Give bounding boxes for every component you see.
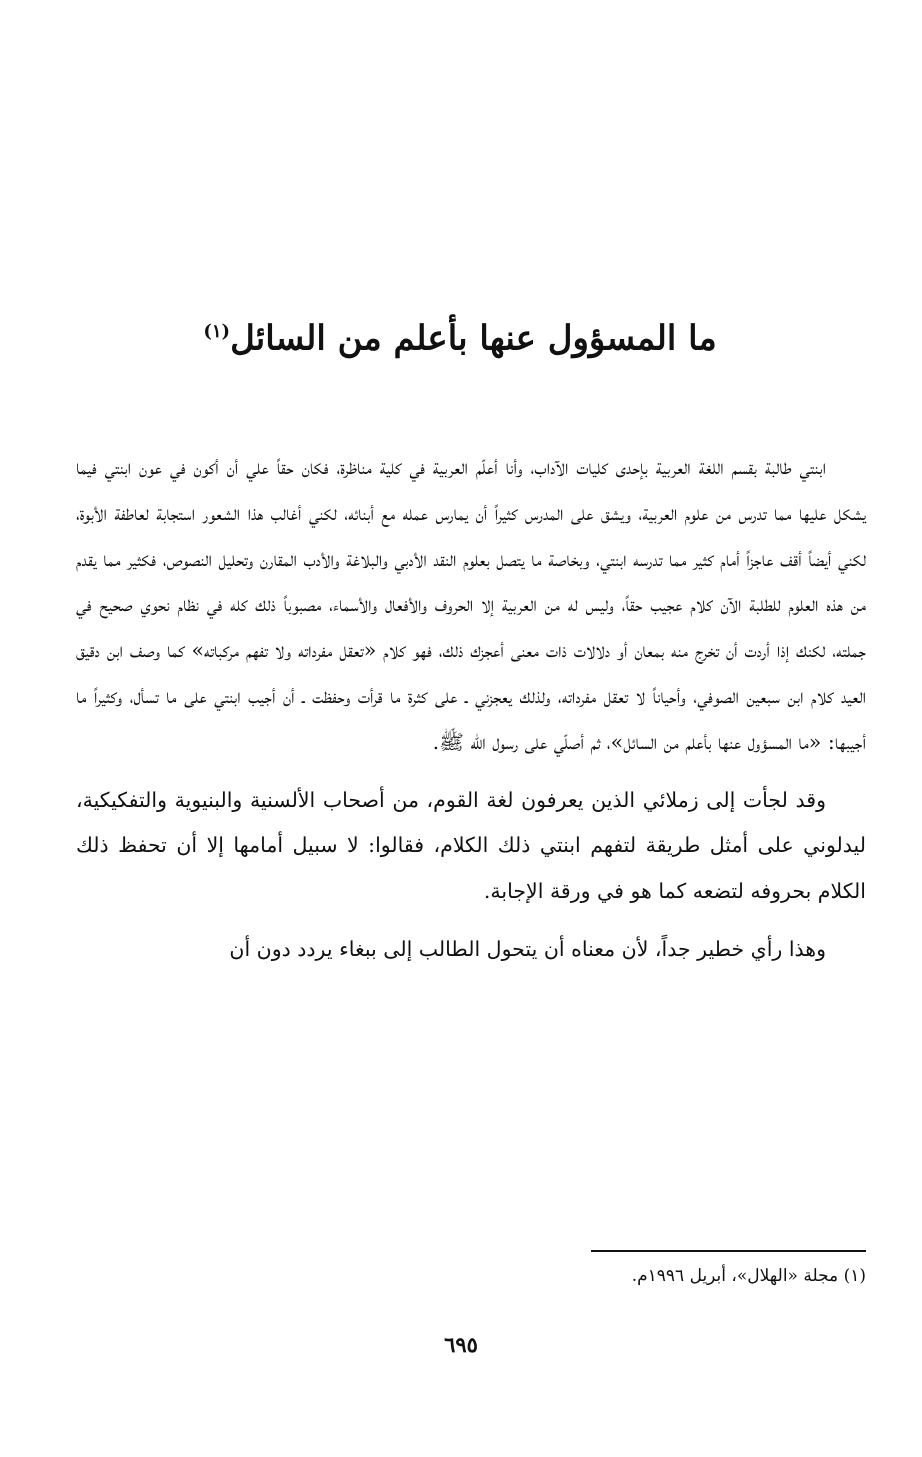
paragraph-3: وهذا رأي خطير جداً، لأن معناه أن يتحول الطالب إلى ببغاء يردد دون أن [229, 936, 826, 961]
footnote-separator [591, 1250, 866, 1252]
page-number: ٦٩٥ [444, 1332, 478, 1357]
paragraph-2: وقد لجأت إلى زملائي الذين يعرفون لغة القوم، من أصحاب الألسنية والبنيوية والتفكيكية، ليدلوني على أمثل طريقة لتفهم ابنتي ذلك الكلام، فقالوا: لا سبيل أمامها إلا أن تحفظ ذلك الكلام بحروفه لتضعه كما هو في ورقة الإجابة. [76, 787, 866, 904]
footnote: (١) مجلة «الهلال»، أبريل ١٩٩٦م. [631, 1266, 866, 1286]
title-footnote-reference: (١) [203, 321, 231, 342]
article-title-text: ما المسؤول عنها بأعلم من السائل [230, 318, 717, 359]
paragraph-1: ابنتي طالبة بقسم اللغة العربية بإحدى كليات الآداب، وأنا أعلّم العربية في كلية مناظرة، فكان حقاً علي أن أكون في عون ابنتي فيما يشكل عليها مما تدرس من علوم العربية، ويشق على المدرس كثيراً أن يمارس عمله مع أبنائه، لكني أغالب هذا الشعور استجابة لعاطفة الأبوة، لكني أيضاً أقف عاجزاً أمام كثير مما تدرسه ابنتي، وبخاصة ما يتصل بعلوم النقد الأدبي والبلاغة والأدب المقارن وتحليل النصوص، فكثير مما يقدم من هذه العلوم للطلبة الآن كلام عجيب حقاً، وليس له من العربية إلا الحروف والأفعال والأسماء، مصبوباً ذلك كله في نظام نحوي صحيح في جملته، لكنك إذا أردت أن تخرج منه بمعان أو دلالات ذات معنى أعجزك ذلك، فهو كلام «تعقل مفرداته ولا تفهم مركباته» كما وصف ابن دقيق العيد كلام ابن سبعين الصوفي، وأحياناً لا تعقل مفرداته، ولذلك يعجزني ـ على كثرة ما قرأت وحفظت ـ أن أجيب ابنتي على ما تسأل، وكثيراً ما أجيبها: «ما المسؤول عنها بأعلم من السائل»، ثم أصلّي على رسول الله ﷺ. [76, 455, 866, 754]
article-title [120, 308, 800, 362]
article-body [76, 445, 866, 985]
